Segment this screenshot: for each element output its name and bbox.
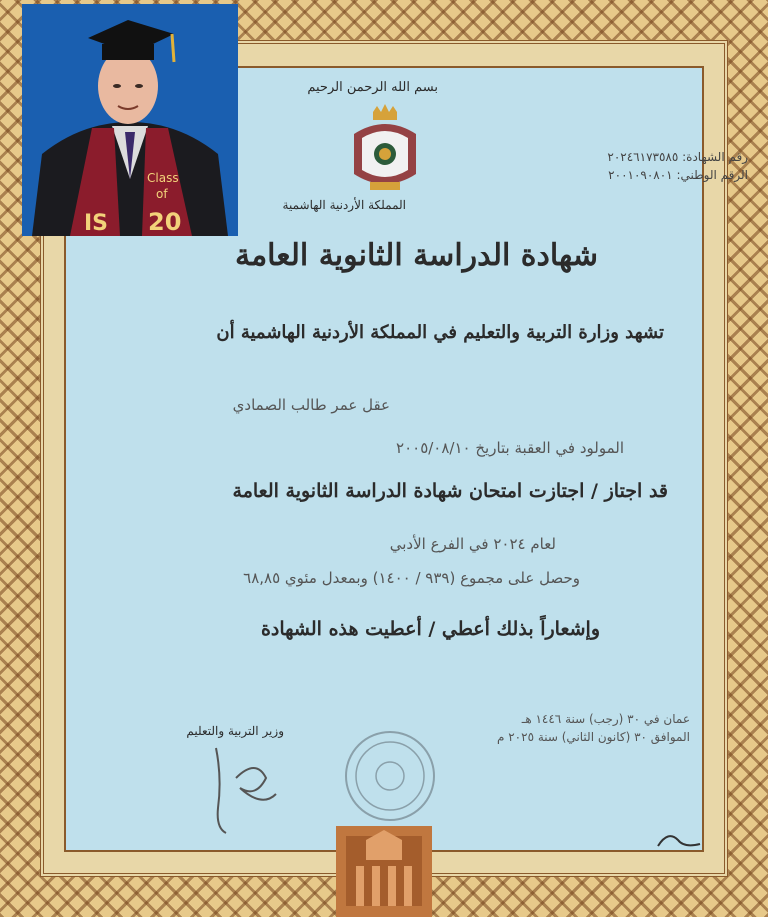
initials-mark-icon <box>654 826 704 856</box>
exam-year-branch: لعام ٢٠٢٤ في الفرع الأدبي <box>389 535 556 553</box>
official-seal-icon <box>340 726 440 826</box>
basmala: بسم الله الرحمن الرحيم <box>307 80 438 95</box>
minister-label: وزير التربية والتعليم <box>186 724 284 738</box>
ministry-statement: تشهد وزارة التربية والتعليم في المملكة الأردنية الهاشمية أن <box>216 322 664 343</box>
issue-place-date: عمان في ٣٠ (رجب) سنة ١٤٤٦ هـ <box>521 712 690 726</box>
kingdom-name: المملكة الأردنية الهاشمية <box>282 198 406 212</box>
stole-text-of: of <box>156 187 168 201</box>
student-name: عقل عمر طالب الصمادي <box>232 396 390 414</box>
passed-statement: قد اجتاز / اجتازت امتحان شهادة الدراسة الثانوية العامة <box>232 480 668 502</box>
coat-of-arms-icon <box>346 104 424 196</box>
granted-statement: وإشعاراً بذلك أعطي / أعطيت هذه الشهادة <box>260 618 600 640</box>
birth-info: المولود في العقبة بتاريخ ٢٠٠٥/٠٨/١٠ <box>396 439 624 457</box>
stole-text-class: Class <box>147 171 179 185</box>
certificate-number: رقم الشهادة: ٢٠٢٤٦١٧٣٥٨٥ <box>607 150 748 164</box>
graduate-photo <box>22 4 238 236</box>
national-number: الرقم الوطني: ٢٠٠١٠٩٠٨٠١ <box>608 168 748 182</box>
stole-text-year: 20 <box>148 208 182 236</box>
minister-signature-icon <box>196 738 286 838</box>
petra-treasury-icon <box>336 826 432 917</box>
issue-corresponding-date: الموافق ٣٠ (كانون الثاني) سنة ٢٠٢٥ م <box>496 730 690 744</box>
stole-text-letters: IS <box>84 211 109 236</box>
score-total: وحصل على مجموع (٩٣٩ / ١٤٠٠) وبمعدل مئوي ٦٨,٨٥ <box>243 569 580 587</box>
certificate-title: شهادة الدراسة الثانوية العامة <box>235 238 598 273</box>
